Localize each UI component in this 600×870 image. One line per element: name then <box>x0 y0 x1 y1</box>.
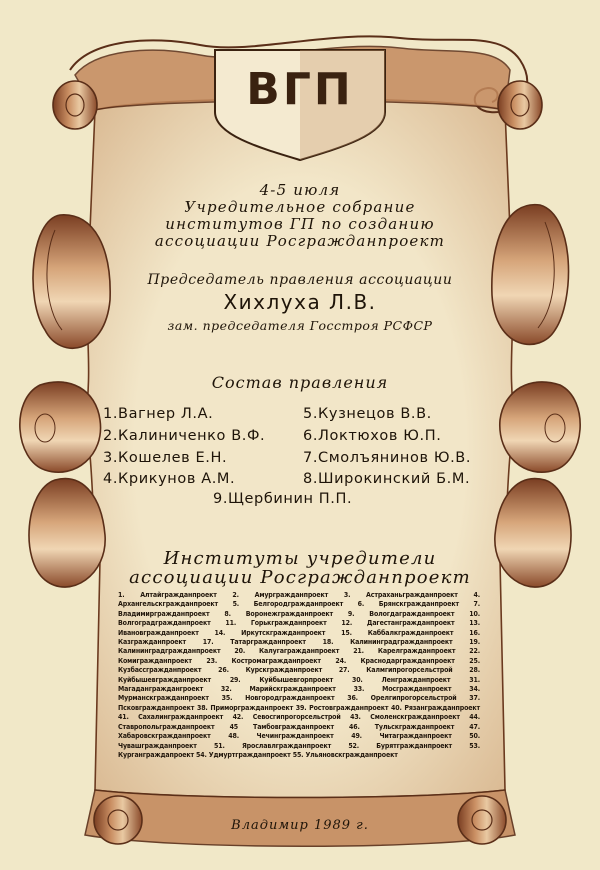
emblem-logo-text: ВГП <box>246 64 354 115</box>
right-middle-roll <box>500 382 580 472</box>
board-member: 5.Кузнецов В.В. <box>303 406 432 422</box>
board-member: 6.Локтюхов Ю.П. <box>303 428 442 444</box>
event-title-line-3: ассоциации Росгражданпроект <box>154 232 446 250</box>
place-and-year: Владимир 1989 г. <box>231 818 369 833</box>
institutes-title-line-1: Институты учредители <box>163 548 437 569</box>
left-middle-roll <box>20 382 101 472</box>
board-title: Состав правления <box>211 373 389 392</box>
institutes-list: 1. Алтайгражданпроект 2. Амургражданпроект 3. Астраханьгражданпроект 4. Архангельскгражданпроект 5. Белгородгражданпроект 6. Брянскгражданпроект 7. Владимиргражданпроект 8. Воронежгражданпроект 9. Вологдагражданпроект 10. Волгоградгражданпроект 11. Горькгражданпроект 12. Дагестангражданпроект 13. Ивановгражданпроект 14. Иркутскгражданпроект 15. Каббалкгражданпроект 16. Казгражданпроект 17. Татаргражданпроект 18. Калининградгражданпроект 19. Калининградгражданпроект 20. Калугагражданпроект 21. Карелгражданпроект 22. Комигражданпроект 23. Костромагражданпроект 24. Краснодаргражданпроект 25. Кузбассгражданпроект 26. Курскгражданпроект 27. Калмгипрогорсельстрой 28. Куйбышевгражданпроект 29. Куйбышевгорпроект 30. Ленгражданпроект 31. Магаданграждангроект 32. Марийскгражданпроект 33. Мосгражданпроект 34. Мурманскгражданпроект 35. Новгородгражданпроект 36. Орелгипрогорсельстрой 37. Псковгражданпроект 38. Приморгражданпроект 39. Ростовгражданпроект 40. Рязангражданпроект 41. Сахалингражданпроект 42. Севосгипрогорсельстрой 43. Смоленскгражданпроект 44. Ставропольгражданпроект 45 Тамбовгражданпроект 46. Тульскгражданпроект 47. Хабаровскгражданпроект 48. Чечингражданпроект 49. Читагражданпроект 50. Чувашгражданпроект 51. Ярославлгражданпроект 52. Бурятгражданпроект 53. Курганграждапроект 54. Удмуртгражданпроект 55. Ульяновскгражданпроект <box>118 591 480 759</box>
event-dates: 4-5 июля <box>259 181 341 199</box>
board-member: 2.Калиниченко В.Ф. <box>103 428 266 444</box>
institutes-title-line-2: ассоциации Росгражданпроект <box>129 567 471 588</box>
board-member: 9.Щербинин П.П. <box>213 491 353 507</box>
board-member: 4.Крикунов А.М. <box>103 471 236 487</box>
chair-position: зам. председателя Госстроя РСФСР <box>167 318 433 333</box>
event-title-line-2: институтов ГП по созданию <box>165 215 435 233</box>
event-title-line-1: Учредительное собрание <box>184 198 416 216</box>
chair-name: Хихлуха Л.В. <box>223 290 377 314</box>
board-member: 7.Смолъянинов Ю.В. <box>303 450 472 466</box>
board-member: 1.Вагнер Л.А. <box>103 406 214 422</box>
chair-label: Председатель правления ассоциации <box>147 272 453 288</box>
board-member: 8.Широкинский Б.М. <box>303 471 471 487</box>
board-member: 3.Кошелев Е.Н. <box>103 450 228 466</box>
